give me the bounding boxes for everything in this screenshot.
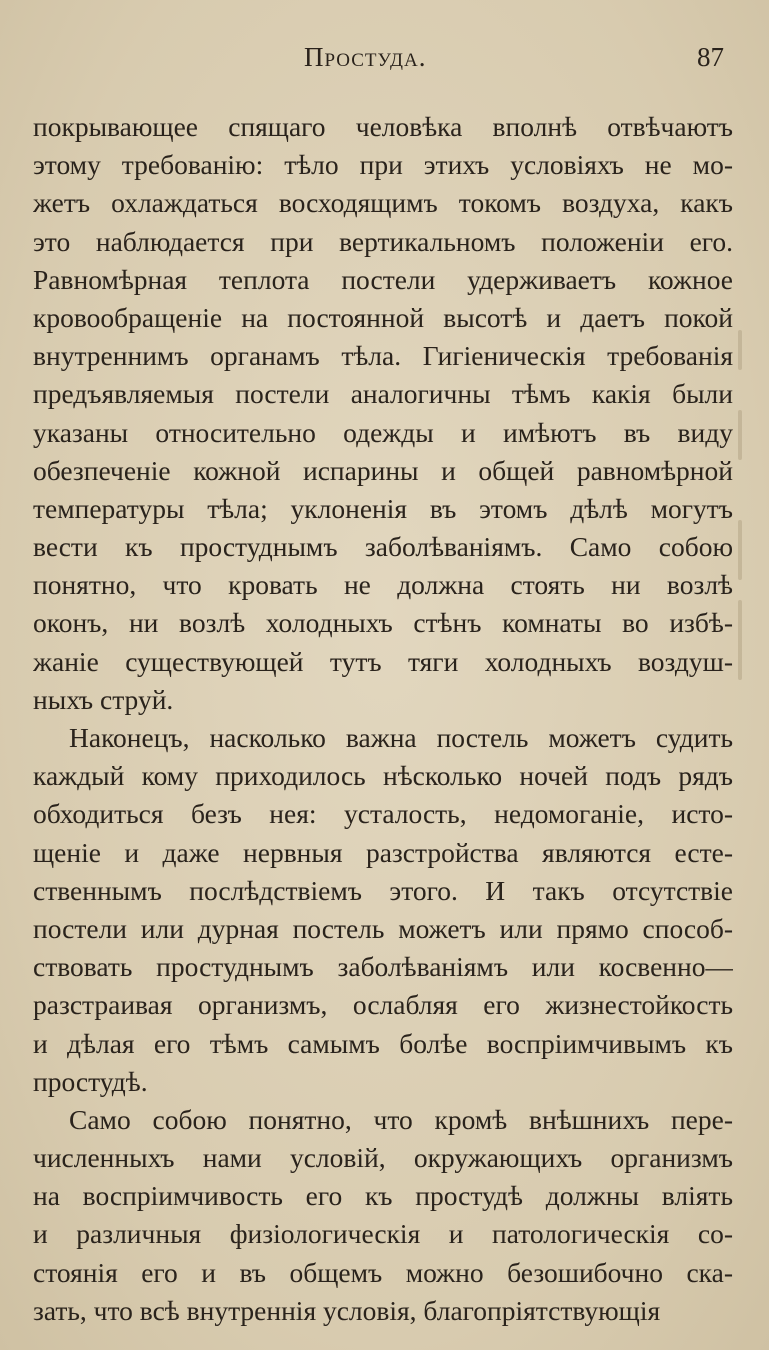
running-head — [0, 42, 769, 82]
text-line: численныхъ нами условій, окружающихъ организмъ — [33, 1142, 733, 1174]
text-line: внутреннимъ органамъ тѣла. Гигіеническія требованія — [33, 340, 733, 372]
text-line: и различныя физіологическія и патологическія со- — [33, 1218, 733, 1250]
text-line: оконъ, ни возлѣ холодныхъ стѣнъ комнаты во избѣ- — [33, 607, 733, 639]
text-line: Равномѣрная теплота постели удерживаетъ кожное — [33, 263, 733, 295]
page-edge-mark — [738, 520, 742, 580]
text-line: вести къ простуднымъ заболѣваніямъ. Само собою — [33, 531, 733, 563]
text-line: ствовать простуднымъ заболѣваніямъ или косвенно— — [33, 951, 733, 983]
running-title: Простуда. — [304, 42, 427, 72]
text-line: кровообращеніе на постоянной высотѣ и даетъ покой — [33, 301, 733, 333]
text-line: понятно, что кровать не должна стоять ни возлѣ — [33, 569, 733, 601]
text-line: на воспріимчивость его къ простудѣ должны вліять — [33, 1180, 733, 1212]
text-line: щеніе и даже нервныя разстройства являются есте- — [33, 836, 733, 868]
text-line: предъявляемыя постели аналогичны тѣмъ какія были — [33, 378, 733, 410]
page-edge-mark — [738, 410, 742, 460]
page-number: 87 — [697, 42, 724, 72]
paragraph — [33, 719, 733, 1101]
paragraph — [33, 1101, 733, 1330]
text-line: стоянія его и въ общемъ можно безошибочно ска- — [33, 1256, 733, 1288]
text-line: указаны относительно одежды и имѣютъ въ виду — [33, 416, 733, 448]
text-line: постели или дурная постель можетъ или прямо способ- — [33, 912, 733, 944]
body-text — [33, 108, 733, 1330]
text-line: обезпеченіе кожной испарины и общей равномѣрной — [33, 454, 733, 486]
text-line: покрывающее спящаго человѣка вполнѣ отвѣчаютъ — [33, 111, 733, 142]
text-line: жетъ охлаждаться восходящимъ токомъ воздуха, какъ — [33, 187, 733, 219]
text-line: зать, что всѣ внутреннія условія, благопріятствующія — [33, 1294, 661, 1326]
text-line: и дѣлая его тѣмъ самымъ болѣе воспріимчивымъ къ — [33, 1027, 733, 1059]
text-line: ственнымъ послѣдствіемъ этого. И такъ отсутствіе — [33, 874, 733, 906]
text-line: жаніе существующей тутъ тяги холодныхъ воздуш- — [33, 645, 733, 677]
text-line: Само собою понятно, что кромѣ внѣшнихъ пере- — [69, 1103, 733, 1135]
text-line: обходиться безъ нея: усталость, недомоганіе, исто- — [33, 798, 733, 830]
text-line: разстраивая организмъ, ослабляя его жизнестойкость — [33, 989, 733, 1021]
text-line: это наблюдается при вертикальномъ положеніи его. — [33, 225, 733, 257]
paragraph — [33, 108, 733, 719]
page-edge-mark — [738, 600, 742, 680]
text-line: этому требованію: тѣло при этихъ условіяхъ не мо- — [33, 149, 733, 181]
page-edge-mark — [738, 330, 742, 370]
text-line: простудѣ. — [33, 1065, 148, 1097]
text-line: Наконецъ, насколько важна постель можетъ судить — [69, 722, 733, 753]
text-line: каждый кому приходилось нѣсколько ночей подъ рядъ — [33, 760, 733, 792]
text-line: ныхъ струй. — [33, 683, 174, 715]
text-line: температуры тѣла; уклоненія въ этомъ дѣлѣ могутъ — [33, 492, 733, 524]
